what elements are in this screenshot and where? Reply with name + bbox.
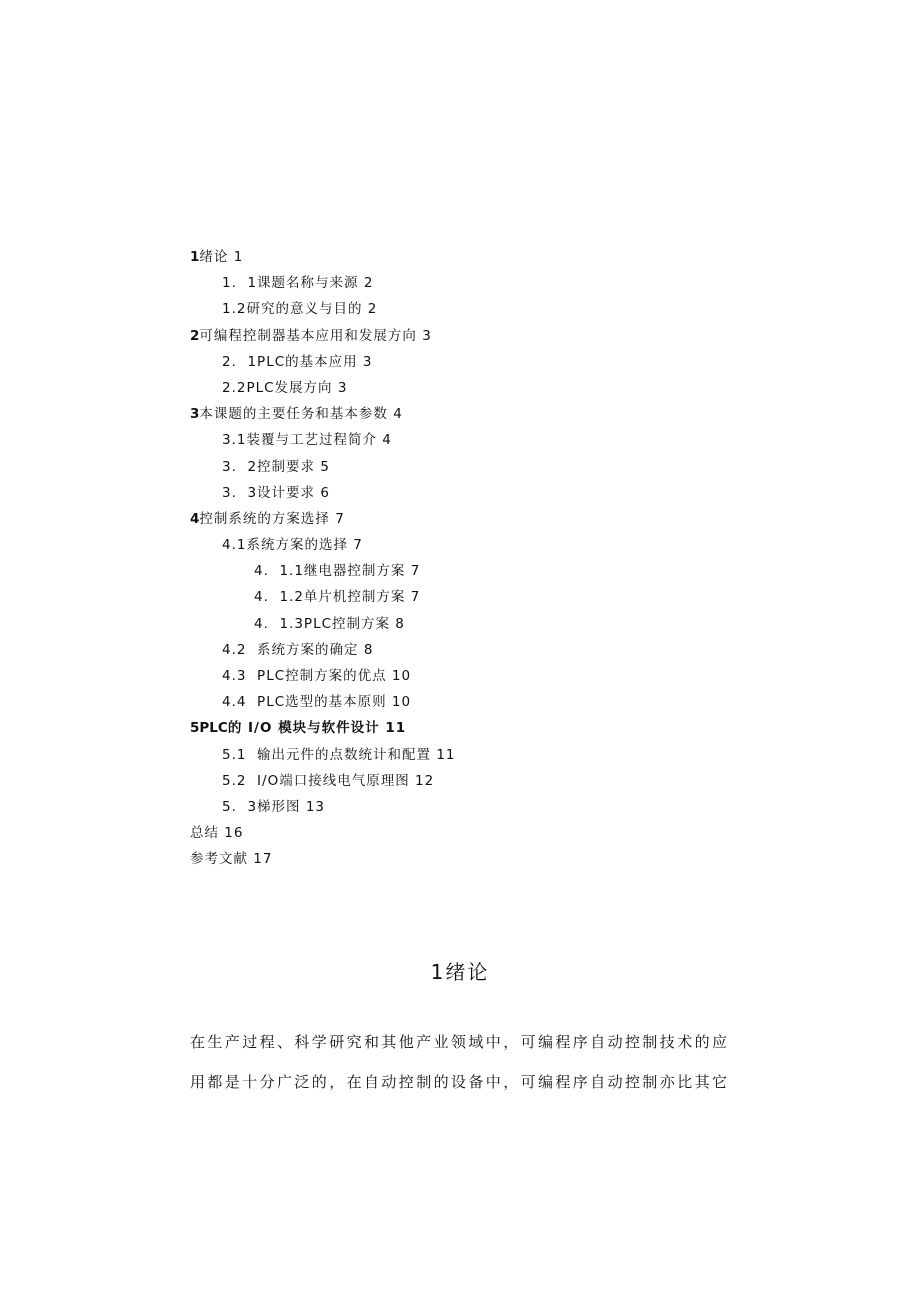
toc-entry-text: 4.2 系统方案的确定 8 bbox=[222, 641, 374, 658]
toc-entry[interactable] bbox=[190, 480, 790, 506]
toc-entry-text: 3.1装覆与工艺过程简介 4 bbox=[222, 432, 392, 449]
toc-entry-text: 2. 1PLC的基本应用 3 bbox=[222, 353, 373, 370]
toc-entry[interactable] bbox=[190, 689, 790, 715]
toc-entry-text: 总结 16 bbox=[190, 825, 244, 842]
toc-entry[interactable] bbox=[190, 584, 790, 610]
toc-entry[interactable] bbox=[190, 427, 790, 453]
toc-entry-text: 4.3 PLC控制方案的优点 10 bbox=[222, 668, 412, 684]
toc-entry[interactable] bbox=[190, 349, 790, 375]
toc-entry-text: 1. 1课题名称与来源 2 bbox=[222, 275, 374, 292]
toc-entry[interactable] bbox=[190, 820, 790, 846]
toc-entry[interactable] bbox=[190, 611, 790, 637]
toc-entry-text: 4.1系统方案的选择 7 bbox=[222, 537, 363, 554]
toc-entry[interactable] bbox=[190, 768, 790, 794]
toc-entry-number: 2 bbox=[190, 327, 200, 344]
toc-entry[interactable] bbox=[190, 506, 790, 532]
toc-entry-text: 5. 3梯形图 13 bbox=[222, 798, 326, 815]
table-of-contents bbox=[190, 244, 790, 873]
toc-entry-text: 本课题的主要任务和基本参数 4 bbox=[199, 406, 403, 423]
toc-entry-text: 4. 1.1继电器控制方案 7 bbox=[254, 563, 421, 580]
toc-entry-text: 5.1 输出元件的点数统计和配置 11 bbox=[222, 746, 456, 763]
toc-entry[interactable] bbox=[190, 244, 790, 270]
toc-entry[interactable] bbox=[190, 846, 790, 872]
toc-entry[interactable] bbox=[190, 715, 790, 741]
toc-entry-text: 参考文献 17 bbox=[190, 851, 273, 868]
toc-entry[interactable] bbox=[190, 454, 790, 480]
toc-entry-text: 可编程控制器基本应用和发展方向 3 bbox=[199, 327, 432, 344]
chapter-title: 1绪论 bbox=[430, 960, 490, 984]
toc-entry[interactable] bbox=[190, 794, 790, 820]
body-paragraph bbox=[190, 1022, 750, 1102]
toc-entry-number: 1 bbox=[190, 249, 200, 265]
toc-entry[interactable] bbox=[190, 296, 790, 322]
toc-entry-text: 4.4 PLC选型的基本原则 10 bbox=[222, 694, 412, 711]
toc-entry[interactable] bbox=[190, 663, 790, 689]
toc-entry[interactable] bbox=[190, 375, 790, 401]
toc-entry-text: 3. 2控制要求 5 bbox=[222, 458, 330, 475]
body-text-line: 在生产过程、科学研究和其他产业领域中，可编程序自动控制技术的应 bbox=[190, 1033, 730, 1051]
toc-entry[interactable] bbox=[190, 401, 790, 427]
toc-entry-text: 5.2 I/O端口接线电气原理图 12 bbox=[222, 772, 435, 789]
toc-entry[interactable] bbox=[190, 532, 790, 558]
toc-entry-number: 5PLC bbox=[190, 720, 228, 737]
toc-entry[interactable] bbox=[190, 742, 790, 768]
toc-entry[interactable] bbox=[190, 323, 790, 349]
toc-entry-number: 4 bbox=[190, 510, 200, 527]
toc-entry-text: 2.2PLC发展方向 3 bbox=[222, 379, 348, 396]
toc-entry[interactable] bbox=[190, 558, 790, 584]
toc-entry-text: 3. 3设计要求 6 bbox=[222, 484, 330, 501]
toc-entry-text: 绪论 1 bbox=[199, 249, 244, 265]
toc-entry-text: 4. 1.3PLC控制方案 8 bbox=[254, 615, 405, 632]
toc-entry-text: 控制系统的方案选择 7 bbox=[199, 510, 345, 527]
toc-entry[interactable] bbox=[190, 270, 790, 296]
toc-entry-number: 3 bbox=[190, 406, 200, 423]
body-text-line: 用都是十分广泛的，在自动控制的设备中，可编程序自动控制亦比其它 bbox=[190, 1073, 730, 1091]
toc-entry-text: 1.2研究的意义与目的 2 bbox=[222, 301, 378, 318]
toc-entry-text: 的 I/O 模块与软件设计 11 bbox=[227, 720, 407, 737]
toc-entry-text: 4. 1.2单片机控制方案 7 bbox=[254, 589, 421, 606]
toc-entry[interactable] bbox=[190, 637, 790, 663]
